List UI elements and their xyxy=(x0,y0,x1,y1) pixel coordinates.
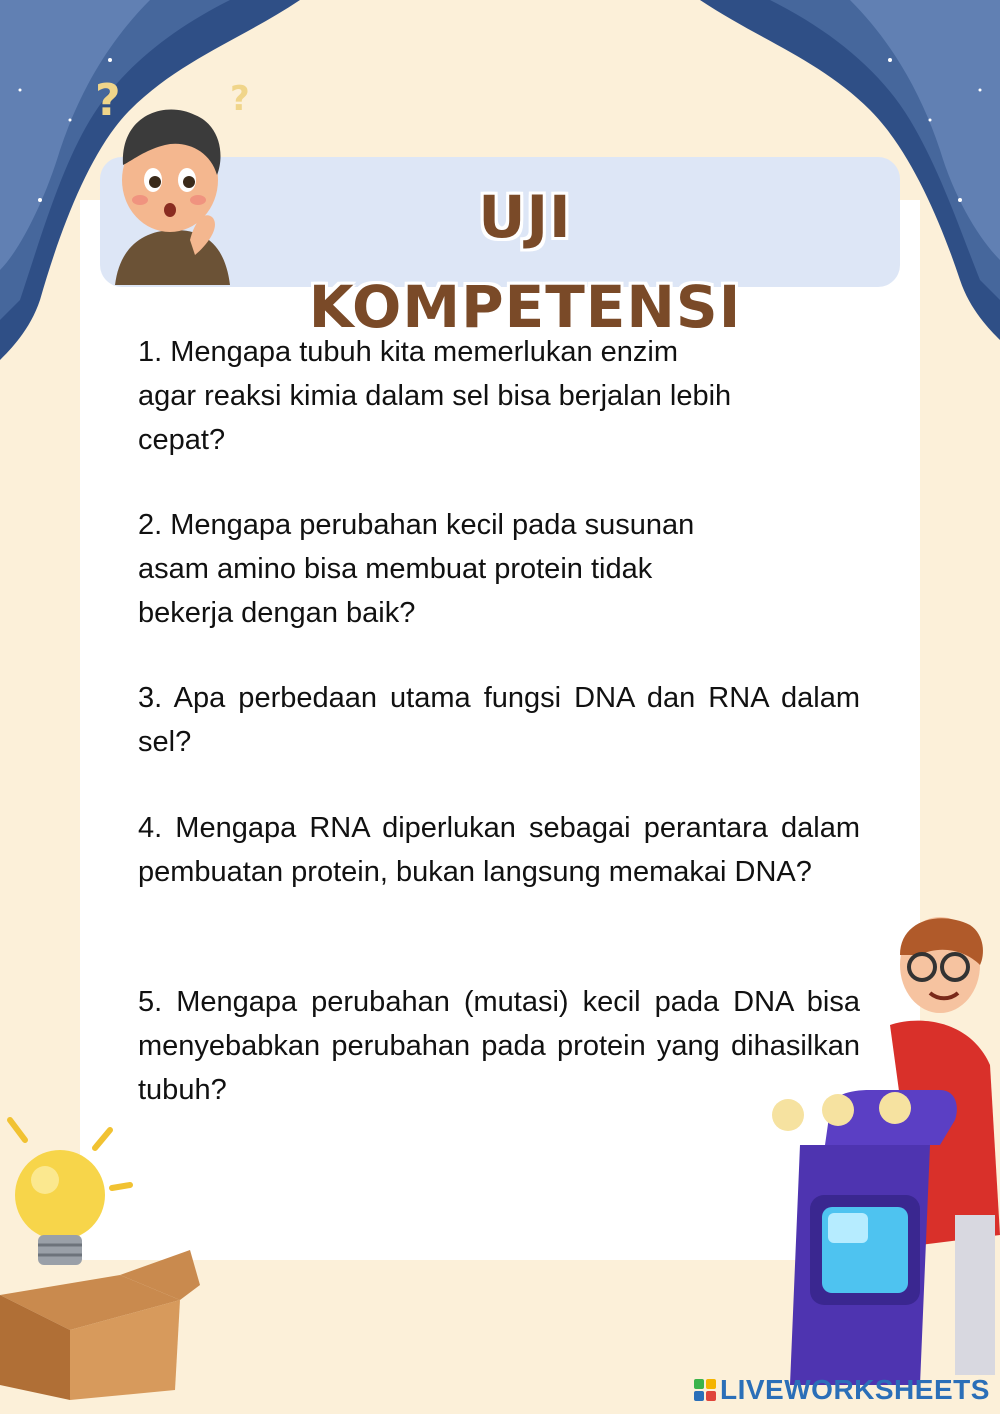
lightbulb-box-illustration xyxy=(0,1100,210,1400)
watermark-text: LIVEWORKSHEETS xyxy=(720,1374,990,1405)
question-2: 2. Mengapa perubahan kecil pada susunan asam amino bisa membuat protein tidak bekerja dengan baik? xyxy=(138,509,695,629)
question-5: 5. Mengapa perubahan (mutasi) kecil pada DNA bisa menyebabkan perubahan pada protein yang dihasilkan tubuh? xyxy=(138,986,860,1106)
page-title: UJI KOMPETENSI xyxy=(308,183,742,341)
svg-text:?: ? xyxy=(230,79,250,119)
liveworksheets-watermark xyxy=(694,1373,990,1407)
question-4: 4. Mengapa RNA diperlukan sebagai perantara dalam pembuatan protein, bukan langsung memakai DNA? xyxy=(138,812,860,888)
teacher-podium-illustration xyxy=(770,905,1000,1385)
box-icon xyxy=(0,1250,200,1400)
question-1: 1. Mengapa tubuh kita memerlukan enzim agar reaksi kimia dalam sel bisa berjalan lebih cepat? xyxy=(138,336,732,456)
thinking-boy-illustration xyxy=(95,70,295,290)
lightbulb-icon xyxy=(10,1120,130,1265)
svg-text:?: ? xyxy=(95,75,121,126)
liveworksheets-logo-icon xyxy=(694,1379,716,1401)
question-3: 3. Apa perbedaan utama fungsi DNA dan RNA dalam sel? xyxy=(138,682,860,758)
